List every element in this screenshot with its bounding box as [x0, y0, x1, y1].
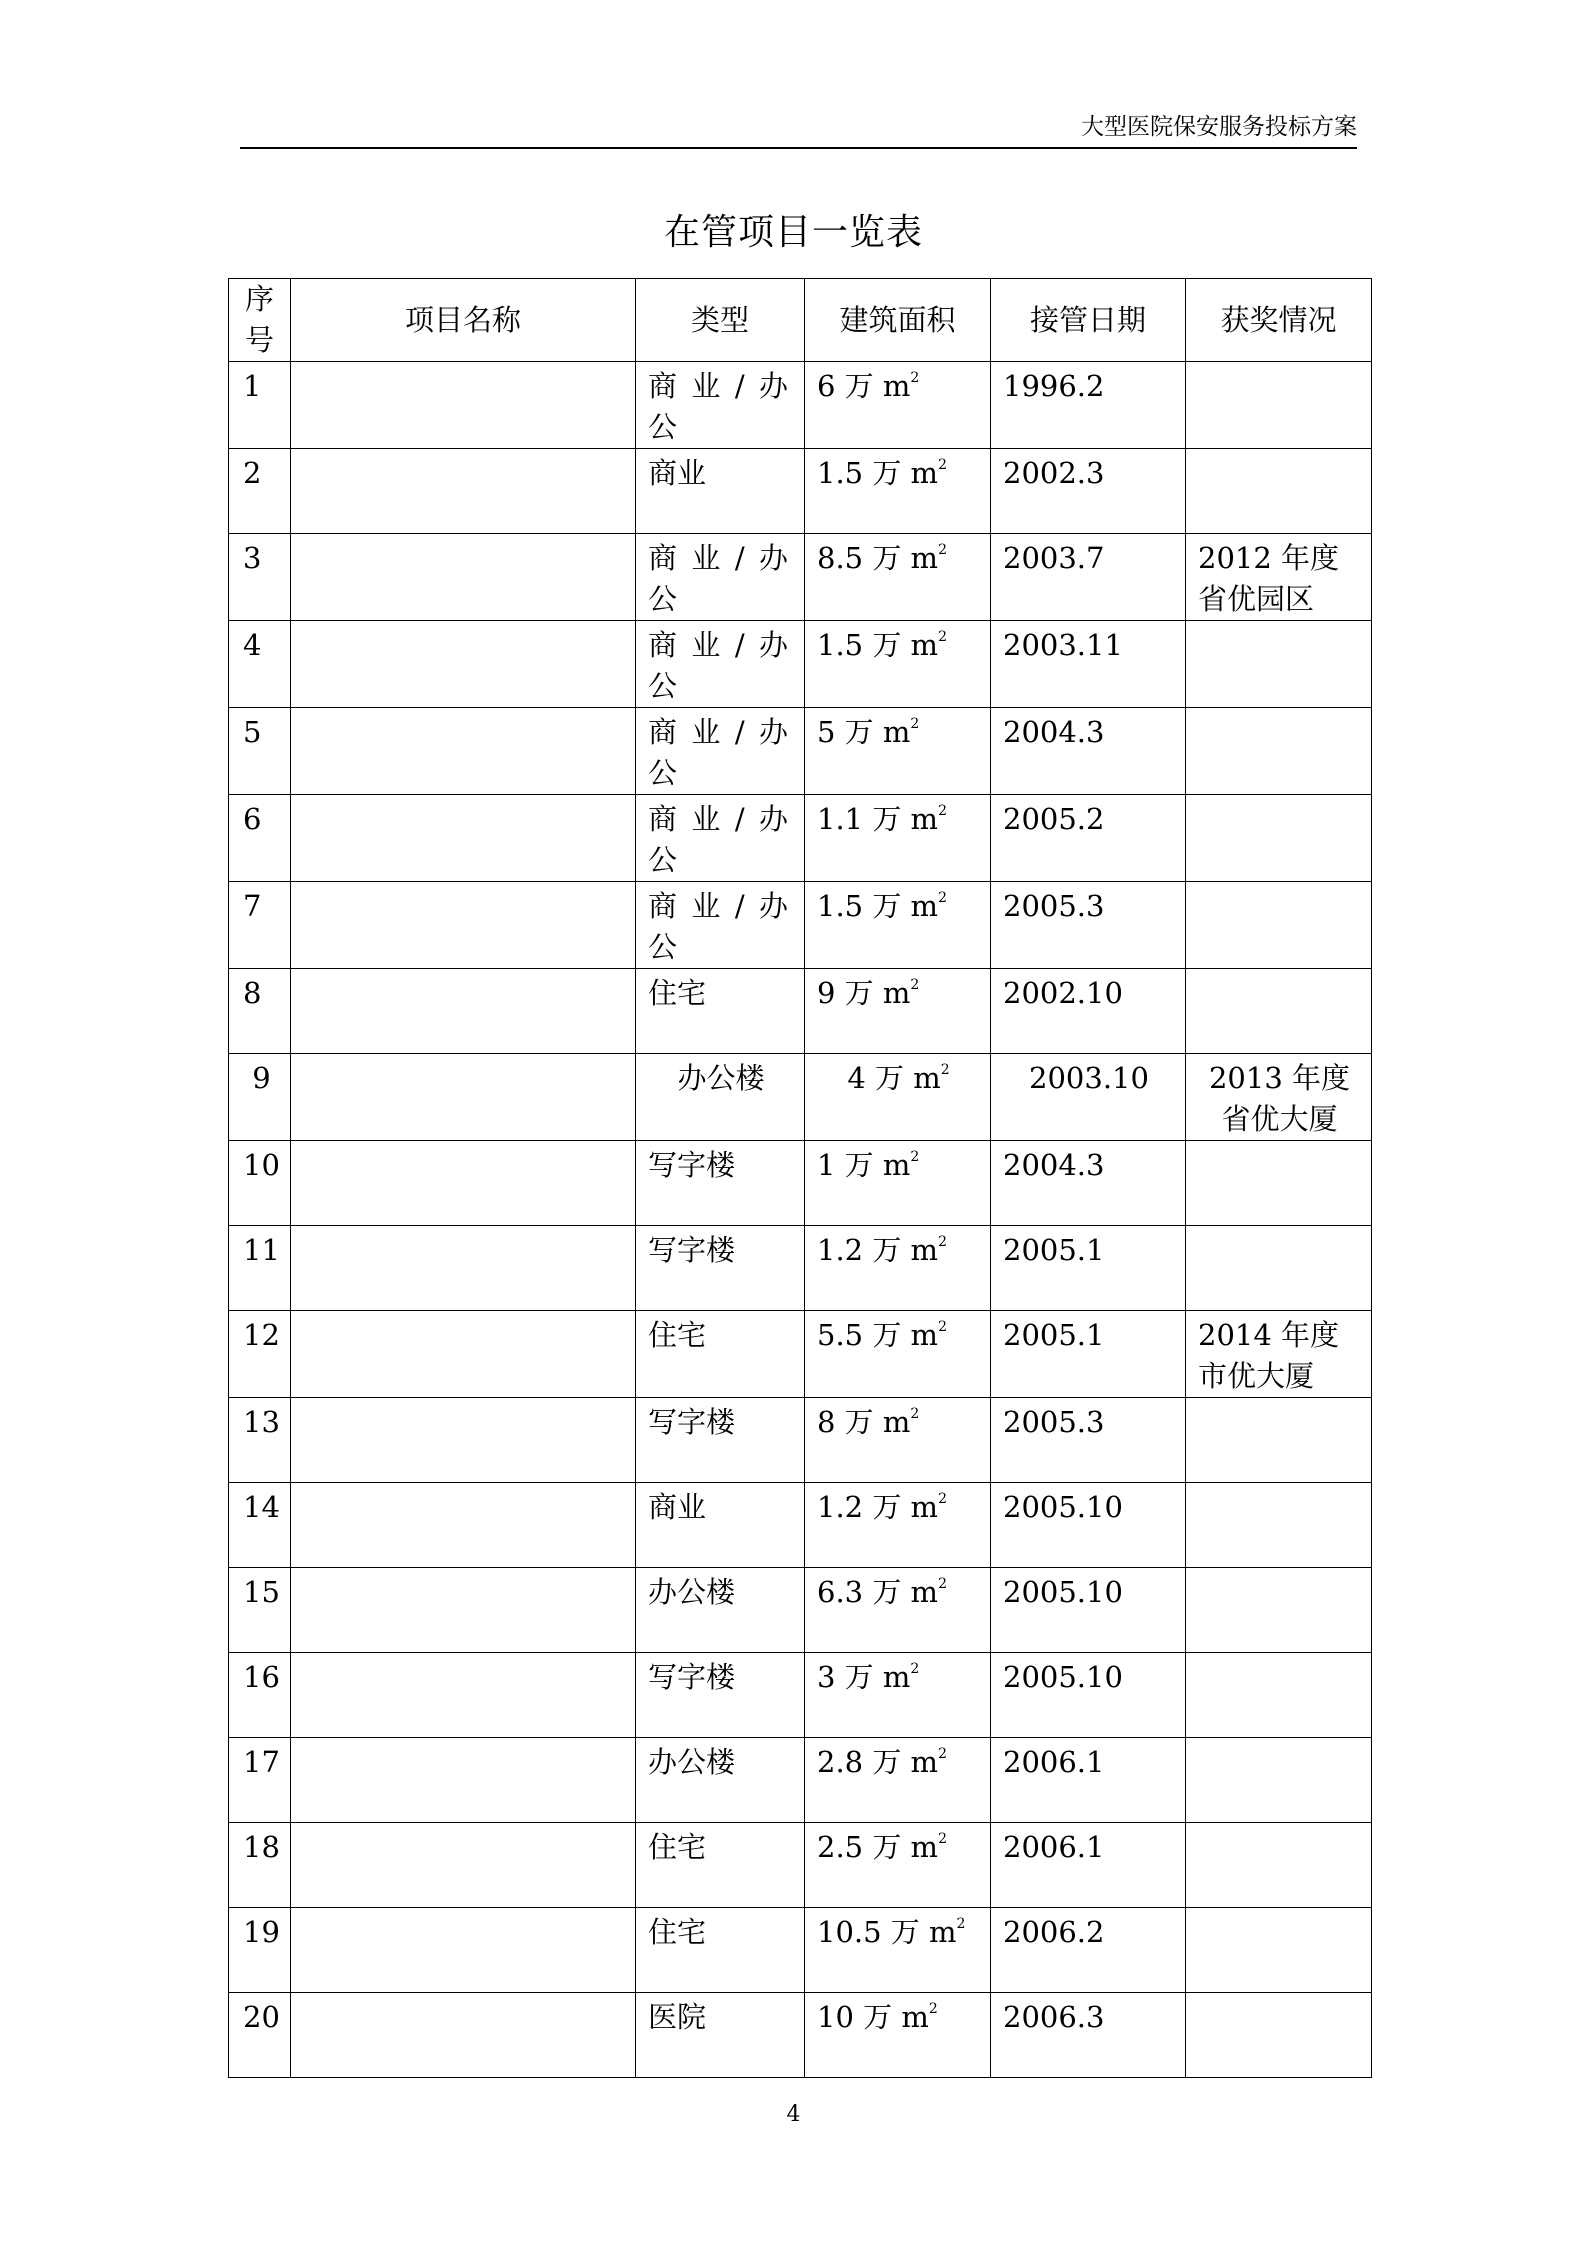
cell-area	[805, 1141, 991, 1226]
area-unit-superscript: 2	[940, 1062, 950, 1078]
cell-area	[805, 969, 991, 1054]
area-value: 6.3 万 m	[817, 1575, 939, 1609]
cell-award	[1186, 621, 1372, 708]
table-row	[229, 449, 1372, 534]
cell-area	[805, 1823, 991, 1908]
cell-no: 12	[229, 1311, 291, 1398]
area-unit-superscript: 2	[938, 629, 947, 645]
cell-type: 商业/办公	[636, 534, 805, 621]
area-value: 6 万 m	[817, 369, 911, 403]
cell-date: 2002.3	[991, 449, 1186, 534]
area-unit-superscript: 2	[938, 1576, 947, 1592]
table-row	[229, 708, 1372, 795]
cell-area	[805, 1993, 991, 2078]
cell-no: 6	[229, 795, 291, 882]
cell-award: 2013 年度省优大厦	[1186, 1054, 1372, 1141]
table-title: 在管项目一览表	[663, 212, 923, 253]
area-value: 1.5 万 m	[817, 456, 939, 490]
cell-no: 9	[229, 1054, 291, 1141]
table-body	[229, 362, 1372, 2078]
cell-type: 商业	[636, 1483, 805, 1568]
cell-name	[291, 1483, 636, 1568]
cell-type: 商业/办公	[636, 708, 805, 795]
cell-date: 2002.10	[991, 969, 1186, 1054]
header-rule	[240, 147, 1357, 149]
cell-award	[1186, 795, 1372, 882]
cell-date: 2005.10	[991, 1483, 1186, 1568]
cell-award	[1186, 1738, 1372, 1823]
cell-type: 办公楼	[636, 1568, 805, 1653]
cell-type: 住宅	[636, 1908, 805, 1993]
area-unit-superscript: 2	[910, 977, 920, 993]
table-row	[229, 1568, 1372, 1653]
cell-no: 7	[229, 882, 291, 969]
cell-award	[1186, 1568, 1372, 1653]
table-row	[229, 1908, 1372, 1993]
area-value: 1 万 m	[817, 1148, 911, 1182]
cell-no: 15	[229, 1568, 291, 1653]
cell-no: 1	[229, 362, 291, 449]
cell-date: 2005.1	[991, 1311, 1186, 1398]
cell-type: 写字楼	[636, 1398, 805, 1483]
table-row	[229, 1738, 1372, 1823]
area-unit-superscript: 2	[910, 370, 920, 386]
cell-area	[805, 1226, 991, 1311]
cell-area	[805, 882, 991, 969]
page-number: 4	[786, 2102, 801, 2127]
cell-type: 商业	[636, 449, 805, 534]
table-row	[229, 1993, 1372, 2078]
area-value: 2.5 万 m	[817, 1830, 939, 1864]
cell-type: 商业/办公	[636, 795, 805, 882]
area-unit-superscript: 2	[938, 803, 947, 819]
cell-name	[291, 1908, 636, 1993]
area-value: 3 万 m	[817, 1660, 911, 1694]
cell-name	[291, 362, 636, 449]
cell-date: 2004.3	[991, 1141, 1186, 1226]
cell-name	[291, 795, 636, 882]
cell-no: 11	[229, 1226, 291, 1311]
cell-award	[1186, 1823, 1372, 1908]
cell-no: 14	[229, 1483, 291, 1568]
cell-award	[1186, 882, 1372, 969]
area-value: 10.5 万 m	[817, 1915, 957, 1949]
cell-no: 5	[229, 708, 291, 795]
cell-type: 住宅	[636, 1311, 805, 1398]
cell-name	[291, 1823, 636, 1908]
area-unit-superscript: 2	[938, 890, 947, 906]
area-value: 1.5 万 m	[817, 628, 939, 662]
running-header: 大型医院保安服务投标方案	[1081, 114, 1357, 140]
cell-date: 2005.10	[991, 1568, 1186, 1653]
area-unit-superscript: 2	[938, 1234, 947, 1250]
cell-area	[805, 708, 991, 795]
table-row	[229, 1823, 1372, 1908]
area-value: 5 万 m	[817, 715, 911, 749]
cell-name	[291, 449, 636, 534]
column-header-type: 类型	[636, 279, 805, 362]
cell-name	[291, 1653, 636, 1738]
table-row	[229, 1311, 1372, 1398]
cell-date: 2006.1	[991, 1738, 1186, 1823]
cell-no: 10	[229, 1141, 291, 1226]
area-unit-superscript: 2	[928, 2001, 938, 2017]
cell-award	[1186, 1908, 1372, 1993]
cell-area	[805, 1568, 991, 1653]
area-unit-superscript: 2	[910, 716, 920, 732]
projects-table	[228, 278, 1372, 2078]
cell-type: 写字楼	[636, 1226, 805, 1311]
table-row	[229, 621, 1372, 708]
cell-award	[1186, 1141, 1372, 1226]
column-header-award: 获奖情况	[1186, 279, 1372, 362]
cell-area	[805, 795, 991, 882]
cell-date: 2005.1	[991, 1226, 1186, 1311]
area-value: 4 万 m	[847, 1061, 941, 1095]
cell-award: 2014 年度市优大厦	[1186, 1311, 1372, 1398]
area-unit-superscript: 2	[938, 1831, 947, 1847]
column-header-no: 序号	[229, 279, 291, 362]
cell-award	[1186, 1653, 1372, 1738]
cell-type: 商业/办公	[636, 882, 805, 969]
table-row	[229, 795, 1372, 882]
table-row	[229, 534, 1372, 621]
area-value: 8.5 万 m	[817, 541, 939, 575]
cell-area	[805, 1908, 991, 1993]
cell-name	[291, 1993, 636, 2078]
cell-date: 2005.2	[991, 795, 1186, 882]
area-unit-superscript: 2	[910, 1149, 920, 1165]
cell-name	[291, 1226, 636, 1311]
column-header-name: 项目名称	[291, 279, 636, 362]
area-unit-superscript: 2	[910, 1406, 920, 1422]
cell-award	[1186, 1398, 1372, 1483]
cell-award: 2012 年度省优园区	[1186, 534, 1372, 621]
cell-name	[291, 1141, 636, 1226]
cell-no: 16	[229, 1653, 291, 1738]
area-value: 8 万 m	[817, 1405, 911, 1439]
cell-area	[805, 449, 991, 534]
cell-date: 2006.1	[991, 1823, 1186, 1908]
area-value: 1.2 万 m	[817, 1490, 939, 1524]
cell-no: 8	[229, 969, 291, 1054]
cell-date: 2004.3	[991, 708, 1186, 795]
area-value: 5.5 万 m	[817, 1318, 939, 1352]
cell-type: 商业/办公	[636, 621, 805, 708]
cell-area	[805, 534, 991, 621]
cell-area	[805, 1653, 991, 1738]
table-row	[229, 1653, 1372, 1738]
cell-no: 4	[229, 621, 291, 708]
cell-name	[291, 534, 636, 621]
cell-name	[291, 1054, 636, 1141]
cell-type: 写字楼	[636, 1653, 805, 1738]
area-value: 2.8 万 m	[817, 1745, 939, 1779]
cell-award	[1186, 449, 1372, 534]
cell-name	[291, 882, 636, 969]
cell-date: 2005.10	[991, 1653, 1186, 1738]
area-unit-superscript: 2	[938, 1319, 947, 1335]
table-header-row	[229, 279, 1372, 362]
area-value: 1.2 万 m	[817, 1233, 939, 1267]
cell-award	[1186, 1993, 1372, 2078]
area-unit-superscript: 2	[910, 1661, 920, 1677]
cell-name	[291, 969, 636, 1054]
cell-no: 17	[229, 1738, 291, 1823]
cell-date: 2005.3	[991, 1398, 1186, 1483]
area-unit-superscript: 2	[938, 542, 947, 558]
cell-area	[805, 362, 991, 449]
cell-area	[805, 1483, 991, 1568]
cell-type: 商业/办公	[636, 362, 805, 449]
table-row	[229, 1054, 1372, 1141]
cell-no: 2	[229, 449, 291, 534]
cell-award	[1186, 1483, 1372, 1568]
cell-no: 18	[229, 1823, 291, 1908]
table-row	[229, 882, 1372, 969]
cell-type: 住宅	[636, 969, 805, 1054]
table-row	[229, 1226, 1372, 1311]
cell-date: 2005.3	[991, 882, 1186, 969]
cell-no: 19	[229, 1908, 291, 1993]
cell-award	[1186, 969, 1372, 1054]
area-value: 1.5 万 m	[817, 889, 939, 923]
column-header-date: 接管日期	[991, 279, 1186, 362]
cell-type: 办公楼	[636, 1738, 805, 1823]
cell-no: 3	[229, 534, 291, 621]
area-unit-superscript: 2	[956, 1916, 966, 1932]
cell-area	[805, 621, 991, 708]
cell-no: 20	[229, 1993, 291, 2078]
area-unit-superscript: 2	[938, 457, 947, 473]
table-row	[229, 969, 1372, 1054]
cell-name	[291, 1738, 636, 1823]
cell-name	[291, 1398, 636, 1483]
table-row	[229, 1398, 1372, 1483]
cell-area	[805, 1738, 991, 1823]
column-header-area: 建筑面积	[805, 279, 991, 362]
cell-type: 写字楼	[636, 1141, 805, 1226]
area-value: 9 万 m	[817, 976, 911, 1010]
cell-date: 2006.3	[991, 1993, 1186, 2078]
cell-type: 办公楼	[636, 1054, 805, 1141]
cell-area	[805, 1311, 991, 1398]
cell-date: 2003.10	[991, 1054, 1186, 1141]
area-value: 1.1 万 m	[817, 802, 939, 836]
cell-name	[291, 1311, 636, 1398]
cell-type: 住宅	[636, 1823, 805, 1908]
cell-date: 2003.11	[991, 621, 1186, 708]
area-unit-superscript: 2	[938, 1491, 947, 1507]
table-row	[229, 1483, 1372, 1568]
cell-date: 2003.7	[991, 534, 1186, 621]
area-unit-superscript: 2	[938, 1746, 947, 1762]
cell-name	[291, 1568, 636, 1653]
cell-date: 1996.2	[991, 362, 1186, 449]
area-value: 10 万 m	[817, 2000, 929, 2034]
cell-name	[291, 708, 636, 795]
cell-award	[1186, 362, 1372, 449]
cell-no: 13	[229, 1398, 291, 1483]
cell-area	[805, 1054, 991, 1141]
table-row	[229, 1141, 1372, 1226]
table-row	[229, 362, 1372, 449]
cell-type: 医院	[636, 1993, 805, 2078]
cell-date: 2006.2	[991, 1908, 1186, 1993]
cell-name	[291, 621, 636, 708]
cell-award	[1186, 1226, 1372, 1311]
cell-area	[805, 1398, 991, 1483]
cell-award	[1186, 708, 1372, 795]
